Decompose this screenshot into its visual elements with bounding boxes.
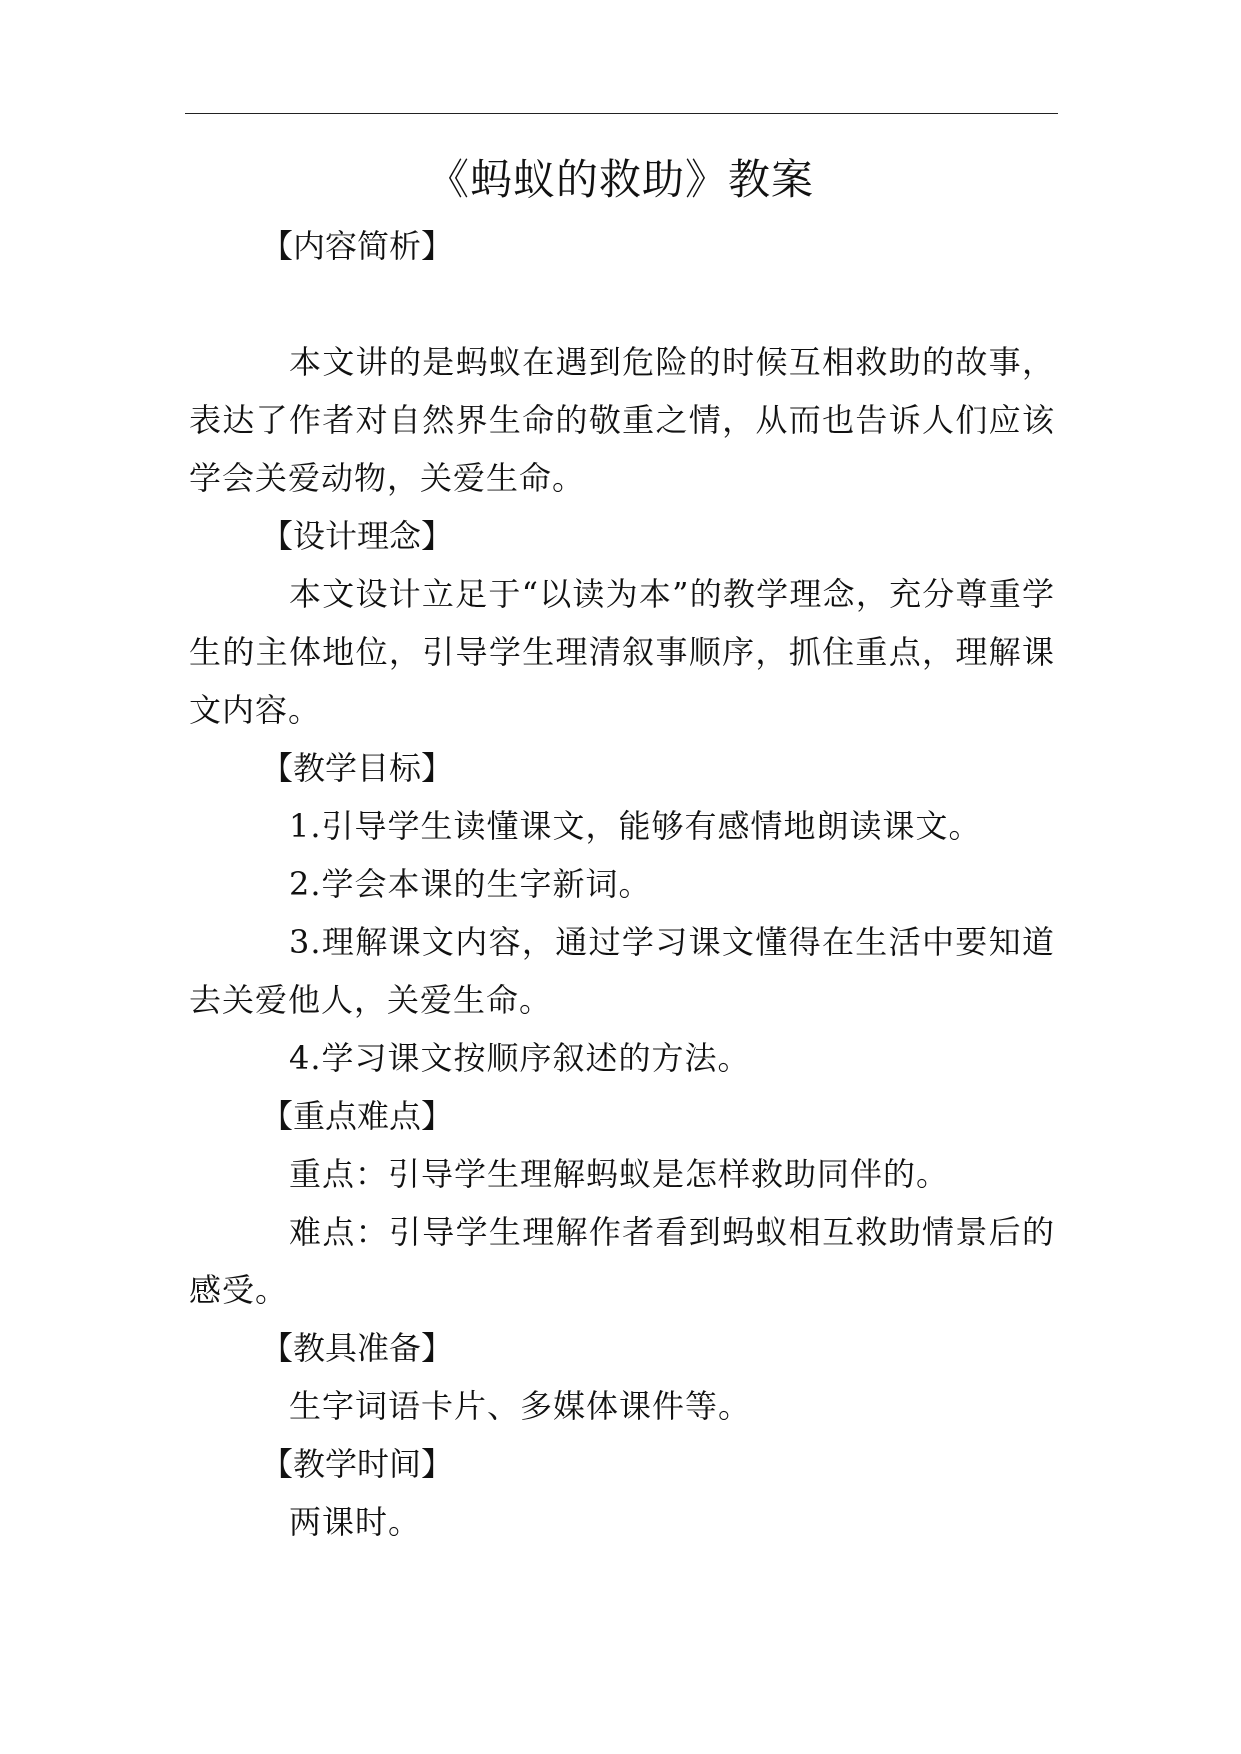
blank-line: [189, 275, 1055, 333]
header-rule: [185, 113, 1058, 114]
paragraph: 本文讲的是蚂蚁在遇到危险的时候互相救助的故事，表达了作者对自然界生命的敬重之情，从而也告诉人们应该学会关爱动物，关爱生命。: [189, 343, 1055, 497]
section-heading-key-difficult-points: 【重点难点】: [261, 1097, 454, 1135]
document-title: 《蚂蚁的救助》教案: [426, 155, 814, 204]
goal-item: 4.学习课文按顺序叙述的方法。: [289, 1039, 751, 1077]
paragraph: 生字词语卡片、多媒体课件等。: [289, 1387, 752, 1425]
difficult-point: 难点：引导学生理解作者看到蚂蚁相互救助情景后的感受。: [189, 1213, 1055, 1309]
goal-item: 3.理解课文内容，通过学习课文懂得在生活中要知道去关爱他人，关爱生命。: [189, 923, 1055, 1019]
paragraph: 本文设计立足于“以读为本”的教学理念，充分尊重学生的主体地位，引导学生理清叙事顺序，抓住重点，理解课文内容。: [189, 575, 1055, 729]
key-point: 重点：引导学生理解蚂蚁是怎样救助同伴的。: [289, 1155, 950, 1193]
goal-item: 2.学会本课的生字新词。: [289, 865, 652, 903]
paragraph: 两课时。: [289, 1503, 422, 1541]
goal-item: 1.引导学生读懂课文，能够有感情地朗读课文。: [289, 807, 982, 845]
section-heading-teaching-aids: 【教具准备】: [261, 1329, 454, 1367]
section-heading-teaching-goals: 【教学目标】: [261, 749, 454, 787]
document-body: [189, 217, 1055, 1551]
section-heading-design-concept: 【设计理念】: [261, 517, 454, 555]
section-heading-content-analysis: 【内容简析】: [261, 227, 454, 265]
section-heading-teaching-time: 【教学时间】: [261, 1445, 454, 1483]
